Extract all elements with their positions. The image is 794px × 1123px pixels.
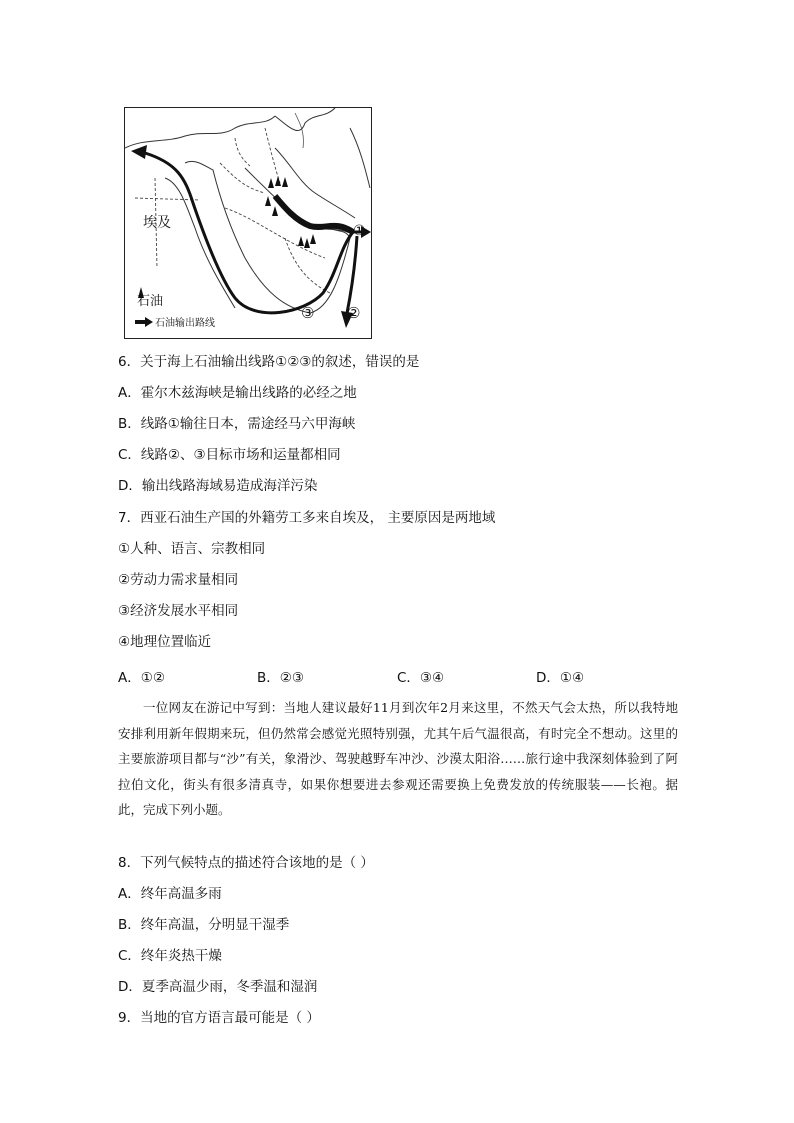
- q7-options: [118, 666, 598, 684]
- legend-route-label: 石油输出路线: [155, 318, 215, 329]
- q6-stem: 6．关于海上石油输出线路①②③的叙述，错误的是: [118, 354, 420, 370]
- q6-option-a: A．霍尔木兹海峡是输出线路的必经之地: [118, 385, 357, 401]
- q7-option-a: A．①②: [118, 670, 165, 686]
- q6-option-b: B．线路①输往日本，需途经马六甲海峡: [118, 416, 356, 432]
- q8-option-c: C．终年炎热干燥: [118, 948, 222, 964]
- q7-item-1: ①人种、语言、宗教相同: [118, 541, 266, 557]
- q7-item-3: ③经济发展水平相同: [118, 603, 239, 619]
- route-label-3: ③: [301, 304, 315, 322]
- q7-item-4: ④地理位置临近: [118, 634, 212, 650]
- legend-oil-label: 石油: [137, 294, 164, 309]
- q8-option-d: D．夏季高温少雨，冬季温和湿润: [118, 979, 318, 995]
- q8-stem: 8．下列气候特点的描述符合该地的是（ ）: [118, 855, 374, 871]
- q9-stem: 9．当地的官方语言最可能是（ ）: [118, 1010, 320, 1026]
- oil-route-map: [124, 107, 372, 339]
- q7-option-d: D．①④: [536, 670, 585, 686]
- q7-option-b: B．②③: [257, 670, 304, 686]
- q8-option-b: B．终年高温，分明显干湿季: [118, 917, 290, 933]
- reading-passage: 一位网友在游记中写到：当地人建议最好11月到次年2月来这里，不然天气会太热，所以我特地安排利用新年假期来玩，但仍然常会感觉光照特别强，尤其午后气温很高，有时完全不想动。这里的主要旅游项目都与“沙”有关，象滑沙、驾驶越野车冲沙、沙漠太阳浴……旅行途中我深刻体验到了阿拉伯文化，街头有很多清真寺，如果你想要进去参观还需要换上免费发放的传统服装——长袍。据此，完成下列小题。: [118, 700, 678, 817]
- q7-stem: 7．西亚石油生产国的外籍劳工多来自埃及， 主要原因是两地域: [118, 510, 496, 526]
- route-label-1: ①: [353, 223, 366, 239]
- q6-option-c: C．线路②、③目标市场和运量都相同: [118, 447, 341, 463]
- map-label-egypt: 埃及: [143, 215, 171, 231]
- q8-option-a: A．终年高温多雨: [118, 886, 222, 902]
- route-label-2: ②: [347, 304, 361, 322]
- q7-option-c: C．③④: [397, 670, 445, 686]
- q6-option-d: D．输出线路海域易造成海洋污染: [118, 478, 318, 494]
- q7-item-2: ②劳动力需求量相同: [118, 572, 239, 588]
